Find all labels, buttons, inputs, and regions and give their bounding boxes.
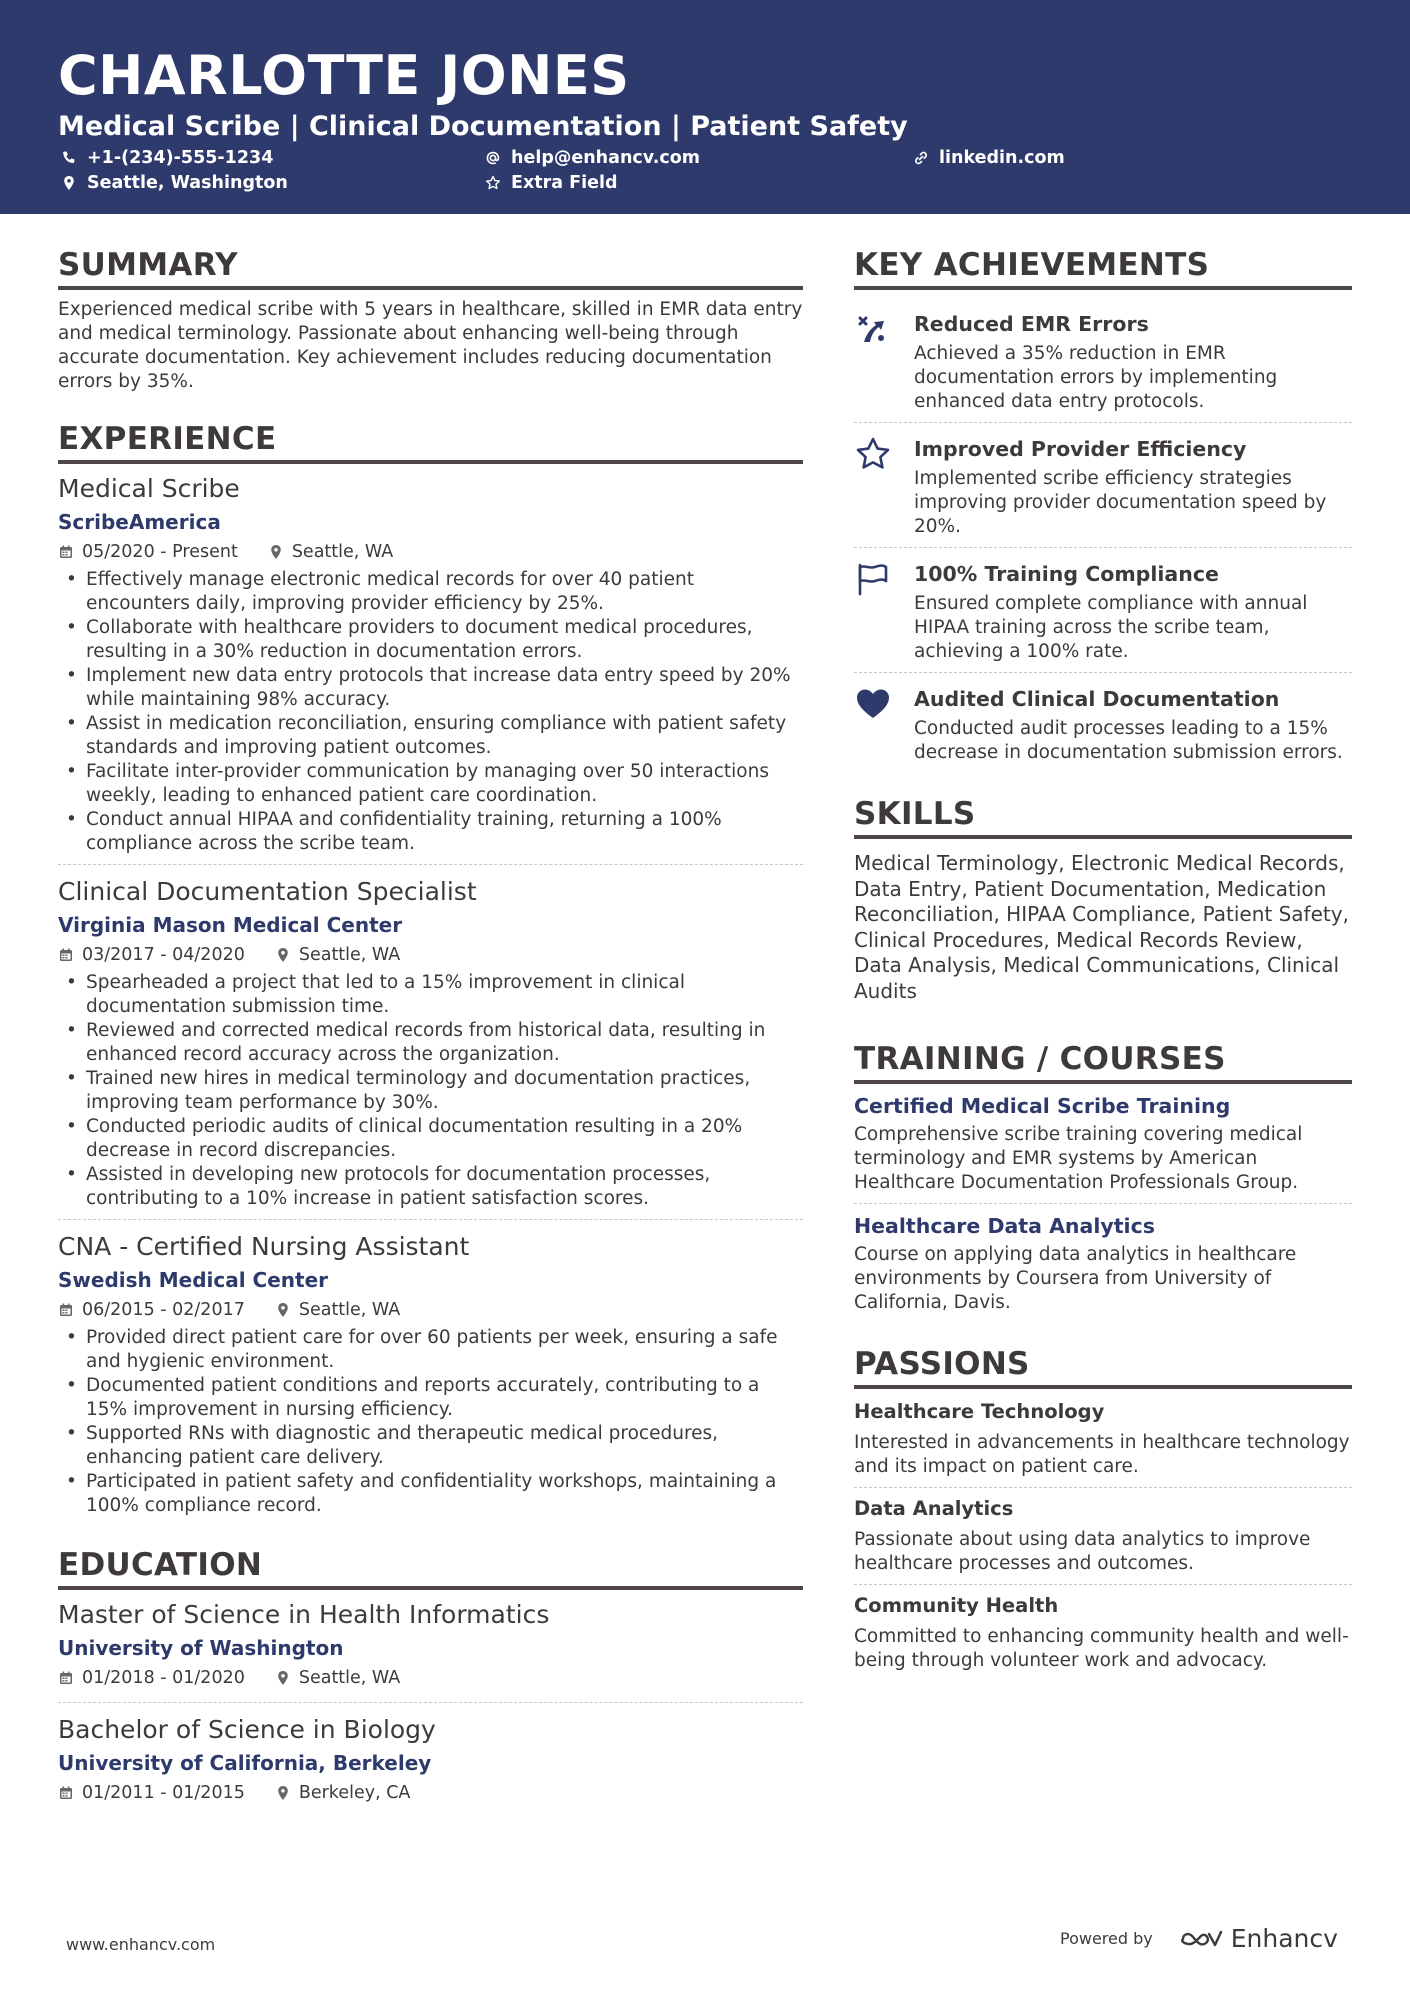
passion-item	[854, 1488, 1352, 1585]
extra-field-text: Extra Field	[511, 173, 618, 193]
star-outline-icon	[484, 174, 502, 192]
job-entry	[58, 472, 803, 865]
email-link[interactable]: help@enhancv.com	[511, 148, 701, 168]
achievement-title: Audited Clinical Documentation	[914, 687, 1280, 711]
achievement-title: 100% Training Compliance	[914, 562, 1219, 586]
contact-extra	[484, 173, 618, 193]
job-meta	[58, 540, 803, 564]
bullet-item: • Facilitate inter-provider communication by managing over 50 interactions weekly, leading to enhanced patient care coordination.	[58, 760, 803, 808]
achievement-desc: Implemented scribe efficiency strategies improving provider documentation speed by 20%.	[914, 468, 1327, 537]
passion-item	[854, 1585, 1352, 1681]
training-section	[854, 1040, 1352, 1323]
bullet-item: • Assist in medication reconciliation, ensuring compliance with patient safety standards and improving patient outcomes.	[58, 712, 803, 760]
company-name: Virginia Mason Medical Center	[58, 913, 403, 937]
job-location: Seattle, WA	[291, 542, 394, 562]
school-name: University of California, Berkeley	[58, 1751, 432, 1775]
course-desc: Course on applying data analytics in healthcare environments by Coursera from University of California, Davis.	[854, 1244, 1297, 1313]
location-pin-icon	[275, 1302, 291, 1318]
job-title: Clinical Documentation Specialist	[58, 877, 477, 906]
location-text: Seattle, Washington	[87, 173, 288, 193]
achievement-item	[854, 298, 1352, 423]
contact-email[interactable]	[484, 148, 700, 168]
chart-arrow-icon	[854, 310, 914, 414]
achievement-item	[854, 423, 1352, 548]
education-dates: 01/2018 - 01/2020	[82, 1668, 245, 1688]
star-icon	[854, 435, 914, 539]
candidate-name: CHARLOTTE JONES	[58, 44, 630, 107]
passions-section	[854, 1345, 1352, 1681]
location-pin-icon	[275, 1785, 291, 1801]
course-item	[854, 1092, 1352, 1204]
company-name: ScribeAmerica	[58, 510, 221, 534]
calendar-icon	[58, 1302, 74, 1318]
footer-branding	[1060, 1924, 1338, 1953]
brand-name: Enhancv	[1230, 1924, 1338, 1953]
job-bullets	[58, 568, 803, 856]
section-title: EDUCATION	[58, 1546, 803, 1590]
passion-desc: Passionate about using data analytics to improve healthcare processes and outcomes.	[854, 1529, 1311, 1574]
job-meta	[58, 1298, 803, 1322]
passion-title: Data Analytics	[854, 1497, 1014, 1520]
achievement-item	[854, 673, 1352, 773]
education-meta	[58, 1781, 803, 1805]
location-pin-icon	[268, 544, 284, 560]
bullet-item: • Spearheaded a project that led to a 15% improvement in clinical documentation submission time.	[58, 971, 803, 1019]
passion-desc: Interested in advancements in healthcare technology and its impact on patient care.	[854, 1432, 1350, 1477]
job-bullets	[58, 1326, 803, 1518]
achievement-title: Improved Provider Efficiency	[914, 437, 1247, 461]
education-meta	[58, 1666, 803, 1690]
heart-icon	[854, 685, 914, 765]
bullet-item: • Conduct annual HIPAA and confidentiality training, returning a 100% compliance across the scribe team.	[58, 808, 803, 856]
company-name: Swedish Medical Center	[58, 1268, 328, 1292]
degree-title: Bachelor of Science in Biology	[58, 1715, 436, 1744]
section-title: PASSIONS	[854, 1345, 1352, 1389]
job-dates: 05/2020 - Present	[82, 542, 238, 562]
location-pin-icon	[275, 1670, 291, 1686]
job-location: Seattle, WA	[298, 1300, 401, 1320]
enhancv-logo-icon	[1179, 1926, 1227, 1952]
right-column	[854, 246, 1352, 1681]
skills-list: Medical Terminology, Electronic Medical Records, Data Entry, Patient Documentation, Medication Reconciliation, HIPAA Compliance, Patient Safety, Clinical Procedures, Medical Records Review, Data Analysis, Medical Communications, Clinical Audits	[854, 851, 1349, 1003]
education-location: Berkeley, CA	[298, 1783, 411, 1803]
course-title: Certified Medical Scribe Training	[854, 1094, 1231, 1118]
job-entry	[58, 1230, 803, 1526]
achievement-title: Reduced EMR Errors	[914, 312, 1149, 336]
calendar-icon	[58, 1785, 74, 1801]
calendar-icon	[58, 1670, 74, 1686]
education-dates: 01/2011 - 01/2015	[82, 1783, 245, 1803]
degree-title: Master of Science in Health Informatics	[58, 1600, 550, 1629]
passion-desc: Committed to enhancing community health and well-being through volunteer work and advocacy.	[854, 1626, 1349, 1671]
calendar-icon	[58, 544, 74, 560]
resume-header	[0, 0, 1410, 214]
summary-text: Experienced medical scribe with 5 years in healthcare, skilled in EMR data entry and medical terminology. Passionate about enhancing well-being through accurate documentation. Key achievement includes reducing documentation errors by 35%.	[58, 299, 803, 392]
skills-section	[854, 795, 1352, 1004]
contact-location	[60, 173, 288, 193]
bullet-item: • Implement new data entry protocols that increase data entry speed by 20% while maintaining 98% accuracy.	[58, 664, 803, 712]
bullet-item: • Collaborate with healthcare providers to document medical procedures, resulting in a 30% reduction in documentation errors.	[58, 616, 803, 664]
headline: Medical Scribe | Clinical Documentation | Patient Safety	[58, 111, 908, 142]
bullet-item: • Provided direct patient care for over 60 patients per week, ensuring a safe and hygienic environment.	[58, 1326, 803, 1374]
enhancv-logo[interactable]	[1179, 1924, 1338, 1953]
bullet-item: • Effectively manage electronic medical records for over 40 patient encounters daily, improving provider efficiency by 25%.	[58, 568, 803, 616]
left-column	[58, 246, 803, 1817]
job-title: CNA - Certified Nursing Assistant	[58, 1232, 470, 1261]
section-title: SKILLS	[854, 795, 1352, 839]
location-pin-icon	[60, 174, 78, 192]
achievement-item	[854, 548, 1352, 673]
job-title: Medical Scribe	[58, 474, 240, 503]
at-icon	[484, 149, 502, 167]
bullet-item: • Documented patient conditions and reports accurately, contributing to a 15% improvement in nursing efficiency.	[58, 1374, 803, 1422]
job-entry	[58, 875, 803, 1220]
achievement-desc: Ensured complete compliance with annual HIPAA training across the scribe team, achieving a 100% rate.	[914, 593, 1308, 662]
contact-phone	[60, 148, 273, 168]
passion-title: Healthcare Technology	[854, 1400, 1105, 1423]
achievement-desc: Achieved a 35% reduction in EMR documentation errors by implementing enhanced data entry protocols.	[914, 343, 1278, 412]
bullet-item: • Trained new hires in medical terminology and documentation practices, improving team performance by 30%.	[58, 1067, 803, 1115]
phone-icon	[60, 149, 78, 167]
experience-section	[58, 420, 803, 1526]
achievements-section	[854, 246, 1352, 773]
phone-text: +1-(234)-555-1234	[87, 148, 274, 168]
bullet-item: • Supported RNs with diagnostic and therapeutic medical procedures, enhancing patient care delivery.	[58, 1422, 803, 1470]
bullet-item: • Reviewed and corrected medical records from historical data, resulting in enhanced record accuracy across the organization.	[58, 1019, 803, 1067]
course-item	[854, 1204, 1352, 1323]
section-title: SUMMARY	[58, 246, 803, 290]
section-title: TRAINING / COURSES	[854, 1040, 1352, 1084]
course-title: Healthcare Data Analytics	[854, 1214, 1155, 1238]
job-location: Seattle, WA	[298, 945, 401, 965]
education-section	[58, 1546, 803, 1817]
education-entry	[58, 1598, 803, 1703]
section-title: EXPERIENCE	[58, 420, 803, 464]
job-bullets	[58, 971, 803, 1211]
passion-item	[854, 1397, 1352, 1488]
summary-section	[58, 246, 803, 394]
education-location: Seattle, WA	[298, 1668, 401, 1688]
link-icon	[912, 149, 930, 167]
contact-linkedin[interactable]	[912, 148, 1065, 168]
bullet-item: • Participated in patient safety and confidentiality workshops, maintaining a 100% compliance record.	[58, 1470, 803, 1518]
education-entry	[58, 1713, 803, 1817]
section-title: KEY ACHIEVEMENTS	[854, 246, 1352, 290]
footer-website[interactable]: www.enhancv.com	[66, 1935, 216, 1954]
bullet-item: • Conducted periodic audits of clinical documentation resulting in a 20% decrease in record discrepancies.	[58, 1115, 803, 1163]
course-desc: Comprehensive scribe training covering medical terminology and EMR systems by American Healthcare Documentation Professionals Group.	[854, 1124, 1303, 1193]
job-meta	[58, 943, 803, 967]
job-dates: 06/2015 - 02/2017	[82, 1300, 245, 1320]
passion-title: Community Health	[854, 1594, 1059, 1617]
bullet-item: • Assisted in developing new protocols for documentation processes, contributing to a 10% increase in patient satisfaction scores.	[58, 1163, 803, 1211]
linkedin-link[interactable]: linkedin.com	[939, 148, 1065, 168]
school-name: University of Washington	[58, 1636, 344, 1660]
location-pin-icon	[275, 947, 291, 963]
flag-icon	[854, 560, 914, 664]
powered-by-text: Powered by	[1060, 1929, 1153, 1948]
job-dates: 03/2017 - 04/2020	[82, 945, 245, 965]
achievement-desc: Conducted audit processes leading to a 15% decrease in documentation submission errors.	[914, 718, 1343, 763]
calendar-icon	[58, 947, 74, 963]
